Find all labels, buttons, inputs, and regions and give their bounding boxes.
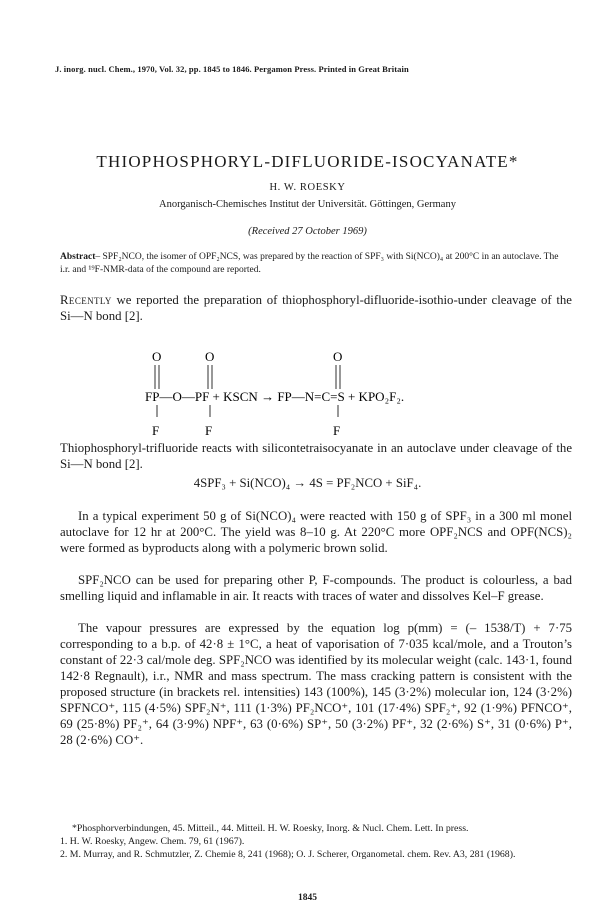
author-name: H. W. ROESKY <box>269 182 346 193</box>
vapour-pressure-paragraph: The vapour pressures are expressed by the equation log p(mm) = (– 1538/T) + 7·75 corresponding to a b.p. of 42·8 ± 1°C, a heat of vaporisation of 7·035 kcal/mole, and a Trouton’s constant of 22·3 cal/mole deg. SPF₂NCO was identified by its molecular weight (calc. 143·1, found 142·8 Regnault), i.r., NMR and mass spectrum. The mass cracking pattern is consistent with the proposed structure (in brackets rel. intensities) 143 (100%), 145 (3·2%) molecular ion, 124 (3·2%) SPFNCO⁺, 115 (4·5%) SPF₂N⁺, 111 (1·3%) PF₂NCO⁺, 101 (17·4%) SPF₂⁺, 92 (1·9%) PFNCO⁺, 69 (25·8%) PF₂⁺, 64 (3·9%) NPF⁺, 63 (0·6%) SP⁺, 50 (3·2%) PF⁺, 32 (2·6%) S⁺, 31 (0·6%) P⁺, 28 (2·6%) CO⁺. <box>60 621 572 747</box>
reacts-paragraph: Thiophosphoryl-trifluoride reacts with silicontetraisocyanate in an autoclave under cleavage of the Si—N bond [2]. <box>60 441 572 471</box>
author-affiliation: Anorganisch-Chemisches Institut der Universität. Göttingen, Germany <box>159 199 456 210</box>
oxygen-atom-label: O <box>152 349 162 364</box>
abstract-label: Abstract <box>60 252 96 262</box>
page-number: 1845 <box>298 893 317 903</box>
article-title: THIOPHOSPHORYL-DIFLUORIDE-ISOCYANATE* <box>96 152 519 171</box>
footnote-star: *Phosphorverbindungen, 45. Mitteil., 44. Mitteil. H. W. Roesky, Inorg. & Nucl. Chem. Lett. In press. <box>72 823 469 834</box>
abstract <box>60 251 570 276</box>
fluorine-atom-label: F <box>205 423 213 438</box>
fluorine-atom-label: F <box>333 423 341 438</box>
properties-paragraph: SPF₂NCO can be used for preparing other P, F-compounds. The product is colourless, a bad smelling liquid and inflamable in air. It reacts with traces of water and dissolves Kel–F grease. <box>60 573 572 603</box>
experiment-paragraph: In a typical experiment 50 g of Si(NCO)₄ were reacted with 150 g of SPF₃ in a 300 ml monel autoclave for 12 hr at 200°C. The yield was 8–10 g. At 220°C more OPF₂NCS and OPF(NCS)₂ were formed as byproducts along with a polymeric brown solid. <box>60 509 572 555</box>
abstract-text: – SPF₂NCO, the isomer of OPF₂NCS, was prepared by the reaction of SPF₃ with Si(NCO)₄ at 200°C in an autoclave. The i.r. and ¹⁹F-NMR-data of the compound are reported. <box>60 252 559 275</box>
intro-paragraph <box>60 292 572 324</box>
received-date: (Received 27 October 1969) <box>248 226 367 237</box>
intro-lead-word: Recently <box>60 293 112 307</box>
reference-2: 2. M. Murray, and R. Schmutzler, Z. Chemie 8, 241 (1968); O. J. Scherer, Organometal. chem. Rev. A3, 281 (1968). <box>60 849 516 860</box>
reaction-equation-1 <box>110 345 530 445</box>
intro-text: we reported the preparation of thiophosphoryl-difluoride-isothio-under cleavage of the Si—N bond [2]. <box>60 293 572 323</box>
fluorine-atom-label: F <box>152 423 160 438</box>
oxygen-atom-label: O <box>333 349 343 364</box>
reaction-equation-2: 4SPF₃ + Si(NCO)₄ → 4S = PF₂NCO + SiF₄. <box>193 476 422 490</box>
journal-citation-line: J. inorg. nucl. Chem., 1970, Vol. 32, pp. 1845 to 1846. Pergamon Press. Printed in Great Britain <box>55 64 409 74</box>
oxygen-atom-label: O <box>205 349 215 364</box>
equation-main-line: FP—O—PF + KSCN → FP—N=C=S + KPO₂F₂. <box>145 389 405 404</box>
footnotes <box>60 822 572 861</box>
reference-1: 1. H. W. Roesky, Angew. Chem. 79, 61 (1967). <box>60 836 245 847</box>
